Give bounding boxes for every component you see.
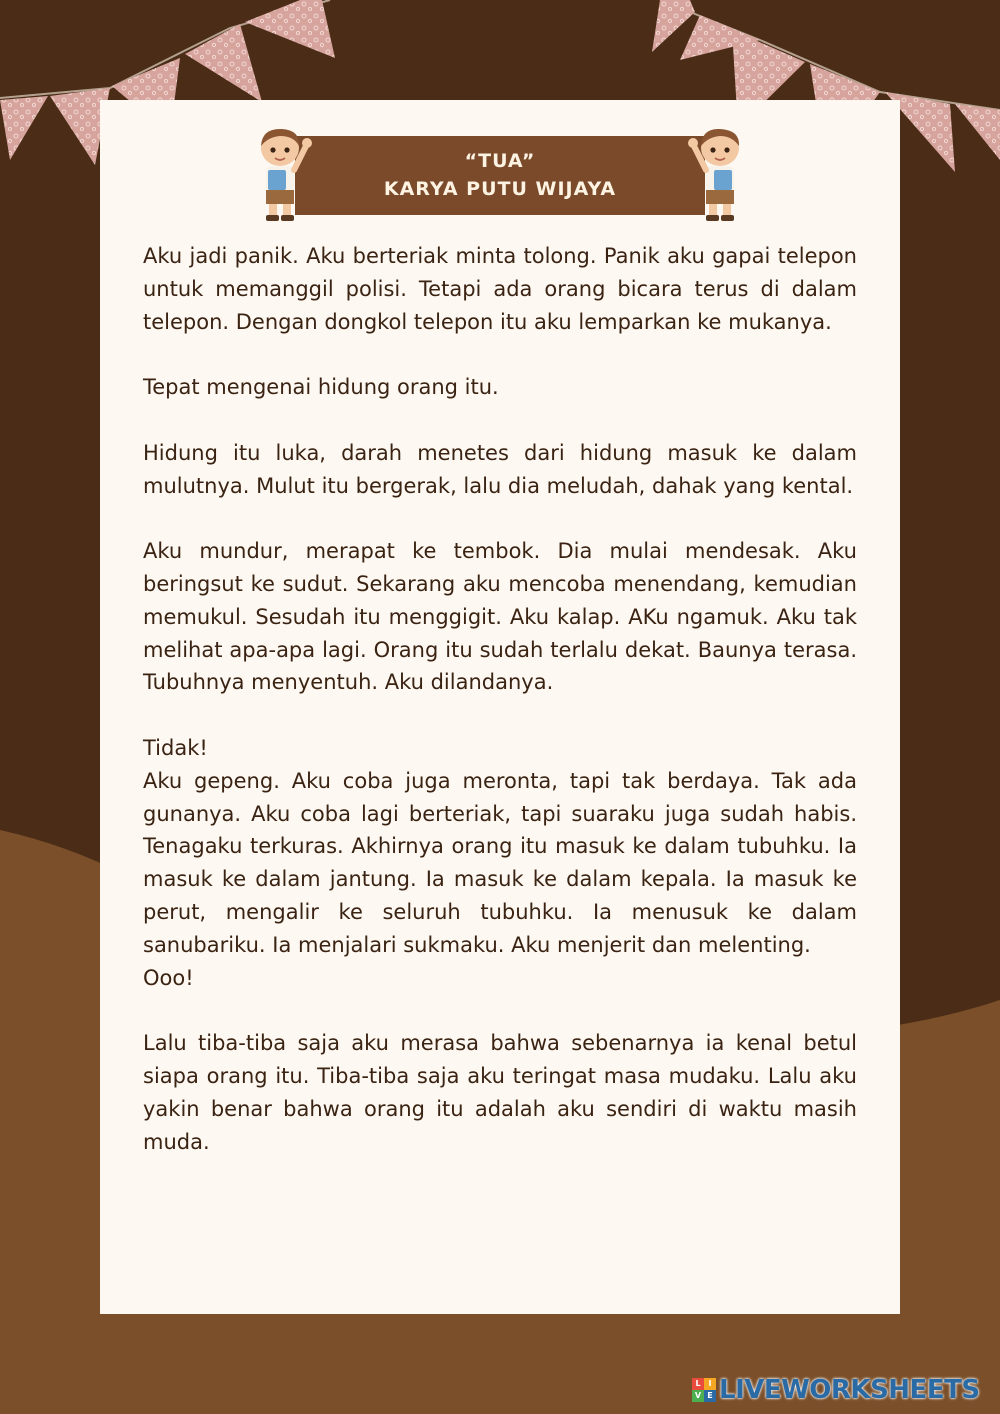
story-paragraph: Hidung itu luka, darah menetes dari hidung masuk ke dalam mulutnya. Mulut itu bergerak, lalu dia meludah, dahak yang kental.: [143, 440, 857, 498]
title-text: “TUA”: [464, 150, 536, 172]
story-paragraph: Aku mundur, merapat ke tembok. Dia mulai mendesak. Aku beringsut ke sudut. Sekarang aku mencoba menendang, kemudian memukul. Sesudah itu menggigit. Aku kalap. AKu ngamuk. Aku tak melihat apa-apa lagi. Orang itu sudah terlalu dekat. Baunya terasa. Tubuhnya menyentuh. Aku dilandanya.: [143, 539, 857, 695]
story-paragraph: Aku gepeng. Aku coba juga meronta, tapi tak berdaya. Tak ada gunanya. Aku coba lagi berteriak, tapi suaraku juga sudah habis. Tenagaku terkuras. Akhirnya orang itu masuk ke dalam tubuhku. Ia masuk ke dalam jantung. Ia masuk ke dalam kepala. Ia masuk ke perut, mengalir ke seluruh tubuhku. Ia menusuk ke dalam sanubariku. Ia menjalari sukmaku. Aku menjerit dan melenting.: [143, 768, 857, 957]
story-paragraph: Lalu tiba-tiba saja aku merasa bahwa sebenarnya ia kenal betul siapa orang itu. Tiba-tiba saja aku teringat masa mudaku. Lalu aku yakin benar bahwa orang itu adalah aku sendiri di waktu masih muda.: [143, 1031, 857, 1154]
author-text: KARYA PUTU WIJAYA: [383, 178, 617, 200]
story-paragraph: Ooo!: [143, 965, 194, 990]
title-banner: [295, 136, 705, 215]
liveworksheets-logo-icon: L I V E: [692, 1378, 716, 1402]
story-text: [143, 240, 857, 1191]
story-paragraph: Tepat mengenai hidung orang itu.: [143, 375, 499, 400]
story-paragraph: Tidak!: [143, 735, 208, 760]
child-holding-book-illustration: [686, 124, 750, 224]
liveworksheets-watermark: [692, 1372, 980, 1408]
watermark-text: LIVEWORKSHEETS: [719, 1375, 980, 1405]
child-holding-book-illustration: [250, 124, 314, 224]
story-paragraph: Aku jadi panik. Aku berteriak minta tolong. Panik aku gapai telepon untuk memanggil polisi. Tetapi ada orang bicara terus di dalam telepon. Dengan dongkol telepon itu aku lemparkan ke mukanya.: [143, 244, 857, 334]
